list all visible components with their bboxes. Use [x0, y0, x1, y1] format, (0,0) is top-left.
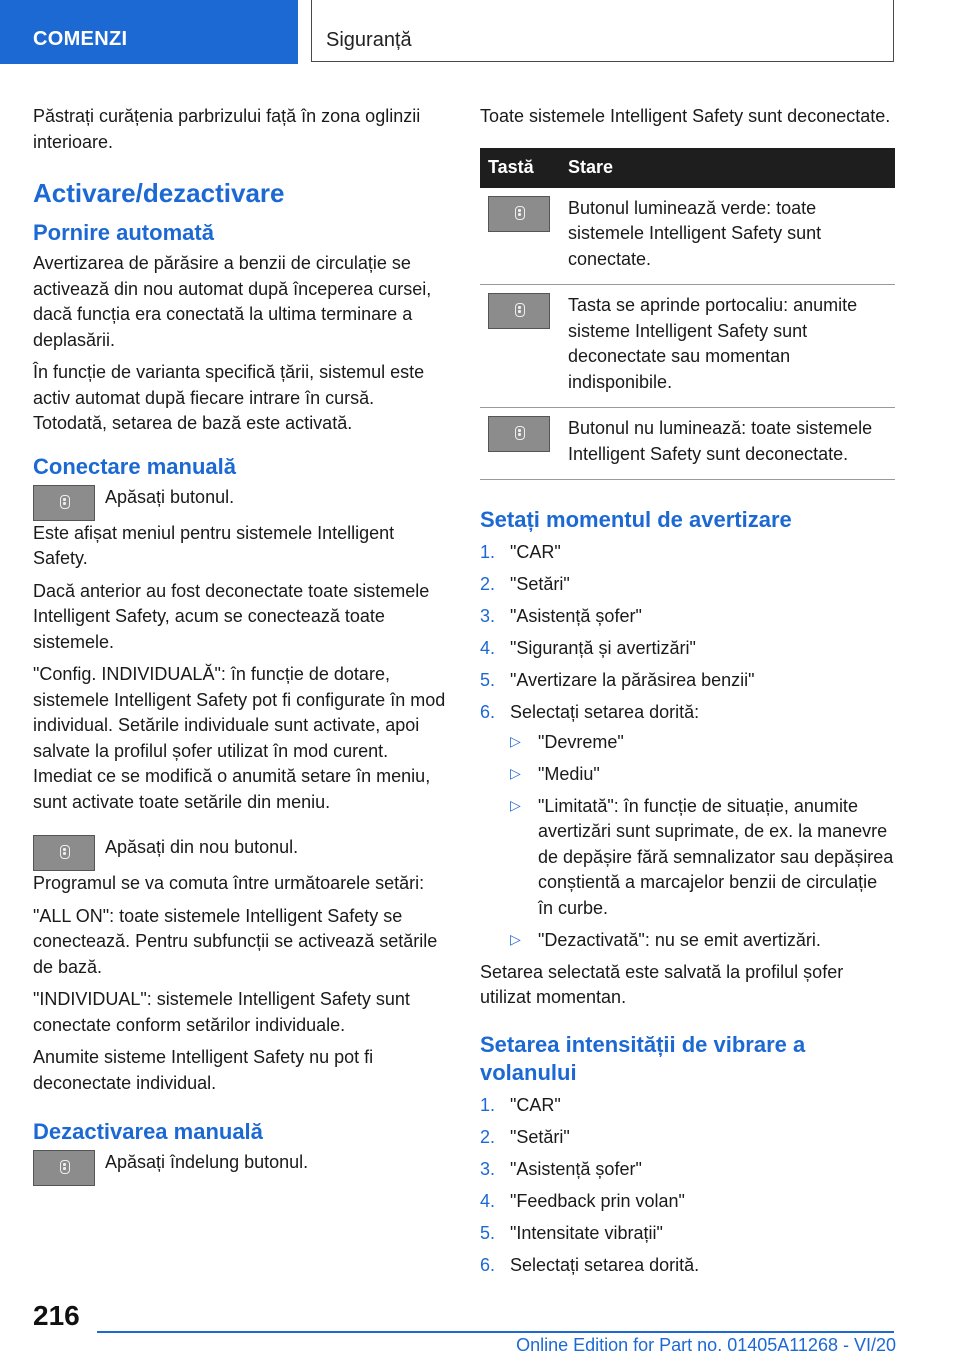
right-column	[480, 104, 895, 1285]
triangle-bullet-icon: ▷	[510, 732, 521, 749]
intelligent-safety-button-icon	[488, 196, 550, 232]
long-press-instruction: Apăsați îndelung butonul.	[105, 1152, 309, 1172]
vibration-steps	[480, 1093, 895, 1279]
list-item: 4. "Feedback prin volan"	[480, 1190, 685, 1211]
manual-paragraph-1: Dacă anterior au fost deconectate toate sistemele Intelligent Safety, acum se conectează toate sistemele.	[33, 580, 430, 652]
column-header-key: Tastă	[480, 148, 560, 188]
option-item: ▷ "Devreme"	[510, 730, 895, 756]
table-header-row	[480, 148, 895, 188]
menu-shown-paragraph: Este afișat meniul pentru sistemele Intelligent Safety.	[33, 522, 395, 568]
chapter-tab	[311, 0, 894, 62]
list-item: 6. Selectați setarea dorită.	[480, 1254, 700, 1275]
heading-auto-start: Pornire automată	[33, 220, 214, 245]
triangle-bullet-icon: ▷	[510, 764, 521, 781]
manual-paragraph-2: "Config. INDIVIDUALĂ": în funcție de dotare, sistemele Intelligent Safety pot fi configurate în mod individual. Setările individuale sunt activate, apoi salvate la profilul șofer utilizat în mod curent. Imediat ce se modifică o anumită setare în meniu, sunt activate toate setările din meniu.	[33, 664, 446, 812]
status-cell: Butonul luminează verde: toate sistemele Intelligent Safety sunt conectate.	[560, 188, 895, 285]
status-table	[480, 148, 895, 481]
manual-connect-step	[33, 485, 448, 521]
press-again-instruction: Apăsați din nou butonul.	[105, 837, 299, 857]
auto-paragraph-1: Avertizarea de părăsire a benzii de circulație se activează din nou automat după începerea cursei, dacă funcția era conectată la ultima terminare a deplasării.	[33, 253, 432, 350]
heading-manual-deactivation: Dezactivarea manuală	[33, 1119, 263, 1144]
list-item: 6. Selectați setarea dorită: ▷ "Devreme" ▷ "Mediu" ▷ "Limitată": în funcție de situație, anumite avertizări sunt suprimate, de ex. la manevre de depășire fără semnalizator sau depășirea conștientă a marcajelor benzii de circulație în curbe. ▷ "Dezactivată": nu se emit avertizări.	[480, 700, 895, 953]
press-instruction: Apăsați butonul.	[105, 486, 235, 507]
section-title: COMENZI	[33, 28, 128, 50]
table-row	[480, 285, 895, 408]
intelligent-safety-button-icon	[33, 835, 95, 871]
option-item: ▷ "Dezactivată": nu se emit avertizări.	[510, 928, 895, 954]
list-item: 4. "Siguranță și avertizări"	[480, 638, 696, 658]
individual-paragraph: "INDIVIDUAL": sistemele Intelligent Safety sunt conectate conform setărilor individuale.	[33, 989, 410, 1035]
program-switch-paragraph: Programul se va comuta între următoarele setări:	[33, 873, 425, 893]
status-cell: Tasta se aprinde portocaliu: anumite sisteme Intelligent Safety sunt deconectate sau momentan indisponibile.	[560, 285, 895, 408]
saved-paragraph: Setarea selectată este salvată la profilul șofer utilizat momentan.	[480, 961, 844, 1007]
triangle-bullet-icon: ▷	[510, 930, 521, 947]
warning-steps	[480, 540, 895, 953]
table-row	[480, 188, 895, 285]
triangle-bullet-icon: ▷	[510, 796, 521, 813]
all-on-paragraph: "ALL ON": toate sistemele Intelligent Safety se conectează. Pentru subfuncții se activează setările de bază.	[33, 905, 438, 977]
status-cell: Butonul nu luminează: toate sistemele Intelligent Safety sunt deconectate.	[560, 408, 895, 480]
heading-activation: Activare/dezactivare	[33, 178, 285, 208]
option-item: ▷ "Limitată": în funcție de situație, anumite avertizări sunt suprimate, de ex. la manevre de depășire fără semnalizator sau depășirea conștientă a marcajelor benzii de circulație în curbe.	[510, 794, 895, 922]
list-item: 5. "Intensitate vibrații"	[480, 1222, 663, 1243]
footer-divider	[97, 1331, 894, 1333]
heading-vibration: Setarea intensității de vibrare a volanului	[480, 1031, 806, 1085]
intelligent-safety-button-icon	[488, 416, 550, 452]
chapter-title: Siguranță	[326, 29, 412, 51]
warning-options	[510, 730, 895, 954]
section-tab	[0, 0, 298, 64]
press-again-step	[33, 835, 448, 871]
deactivation-step	[33, 1150, 448, 1186]
list-item: 3. "Asistență șofer"	[480, 606, 642, 626]
page-number: 216	[33, 1300, 80, 1331]
edition-footer: Online Edition for Part no. 01405A11268 - VI/20	[516, 1335, 896, 1355]
heading-manual-connect: Conectare manuală	[33, 453, 236, 479]
list-item: 3. "Asistență șofer"	[480, 1158, 642, 1179]
intelligent-safety-button-icon	[33, 485, 95, 521]
auto-paragraph-2: În funcție de varianta specifică țării, sistemul este activ automat după fiecare intrare în cursă. Totodată, setarea de bază este activată.	[33, 362, 425, 433]
heading-warning-time: Setați momentul de avertizare	[480, 507, 792, 532]
left-column	[33, 104, 448, 1186]
list-item: 1. "CAR"	[480, 1094, 561, 1115]
all-disconnected-paragraph: Toate sistemele Intelligent Safety sunt deconectate.	[480, 106, 891, 126]
list-item: 2. "Setări"	[480, 1126, 570, 1147]
table-row	[480, 408, 895, 480]
intelligent-safety-button-icon	[33, 1150, 95, 1186]
list-item: 5. "Avertizare la părăsirea benzii"	[480, 670, 755, 690]
column-header-status: Stare	[560, 148, 895, 188]
some-systems-paragraph: Anumite sisteme Intelligent Safety nu pot fi deconectate individual.	[33, 1047, 374, 1093]
intelligent-safety-button-icon	[488, 293, 550, 329]
intro-paragraph: Păstrați curățenia parbrizului față în zona oglinzii interioare.	[33, 106, 421, 152]
option-item: ▷ "Mediu"	[510, 762, 895, 788]
list-item: 1. "CAR"	[480, 542, 561, 562]
list-item: 2. "Setări"	[480, 574, 570, 594]
